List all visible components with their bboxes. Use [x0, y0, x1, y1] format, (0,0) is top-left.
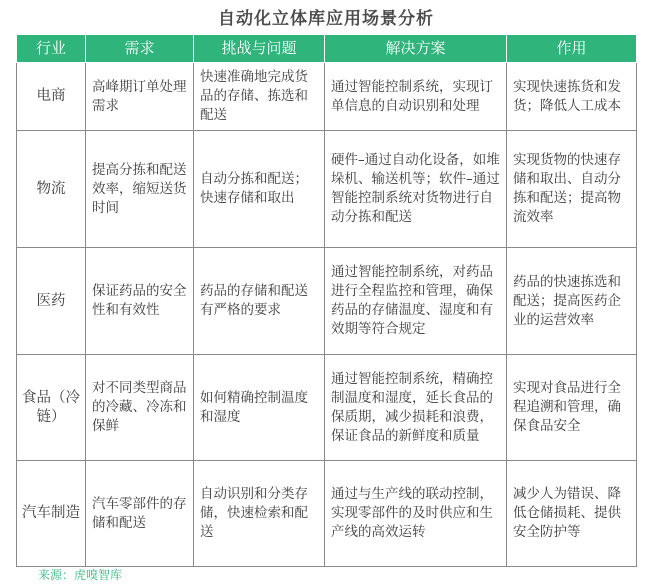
source-note: 来源：虎嗅智库	[38, 568, 123, 582]
cell-demand: 提高分拣和配送效率，缩短送货时间	[86, 131, 194, 248]
cell-challenge: 药品的存储和配送有严格的要求	[194, 248, 325, 355]
cell-demand: 高峰期订单处理需求	[86, 63, 194, 131]
header-solution: 解决方案	[325, 35, 507, 63]
header-challenge: 挑战与问题	[194, 35, 325, 63]
cell-solution: 通过智能控制系统，精确控制温度和湿度，延长食品的保质期，减少损耗和浪费，保证食品的新鲜度和质量	[325, 355, 507, 461]
table-row	[17, 63, 637, 131]
header-demand: 需求	[86, 35, 194, 63]
cell-challenge: 快速准确地完成货品的存储、拣选和配送	[194, 63, 325, 131]
table-row	[17, 131, 637, 248]
cell-solution: 通过智能控制系统，实现订单信息的自动识别和处理	[325, 63, 507, 131]
cell-effect: 实现快速拣货和发货；降低人工成本	[507, 63, 637, 131]
cell-demand: 对不同类型商品的冷藏、冷冻和保鲜	[86, 355, 194, 461]
cell-effect: 减少人为错误、降低仓储损耗、提供安全防护等	[507, 461, 637, 567]
cell-solution: 通过与生产线的联动控制，实现零部件的及时供应和生产线的高效运转	[325, 461, 507, 567]
page-title: 自动化立体库应用场景分析	[218, 9, 434, 29]
cell-effect: 实现对食品进行全程追溯和管理，确保食品安全	[507, 355, 637, 461]
scenario-table	[16, 34, 637, 567]
cell-demand: 保证药品的安全性和有效性	[86, 248, 194, 355]
cell-demand: 汽车零部件的存储和配送	[86, 461, 194, 567]
cell-industry: 电商	[17, 63, 86, 131]
cell-industry: 物流	[17, 131, 86, 248]
header-industry: 行业	[17, 35, 86, 63]
header-effect: 作用	[507, 35, 637, 63]
table-row	[17, 248, 637, 355]
table-row	[17, 461, 637, 567]
cell-solution: 硬件–通过自动化设备，如堆垛机、输送机等；软件–通过智能控制系统对货物进行自动分拣和配送	[325, 131, 507, 248]
table-row	[17, 355, 637, 461]
table-header-row	[17, 35, 637, 63]
cell-industry: 汽车制造	[17, 461, 86, 567]
cell-challenge: 自动识别和分类存储，快速检索和配送	[194, 461, 325, 567]
cell-effect: 实现货物的快速存储和取出、自动分拣和配送；提高物流效率	[507, 131, 637, 248]
cell-industry: 医药	[17, 248, 86, 355]
cell-challenge: 如何精确控制温度和湿度	[194, 355, 325, 461]
cell-challenge: 自动分拣和配送；快速存储和取出	[194, 131, 325, 248]
cell-solution: 通过智能控制系统，对药品进行全程监控和管理，确保药品的存储温度、湿度和有效期等符合规定	[325, 248, 507, 355]
cell-industry: 食品（冷链）	[17, 355, 86, 461]
cell-effect: 药品的快速拣选和配送；提高医药企业的运营效率	[507, 248, 637, 355]
